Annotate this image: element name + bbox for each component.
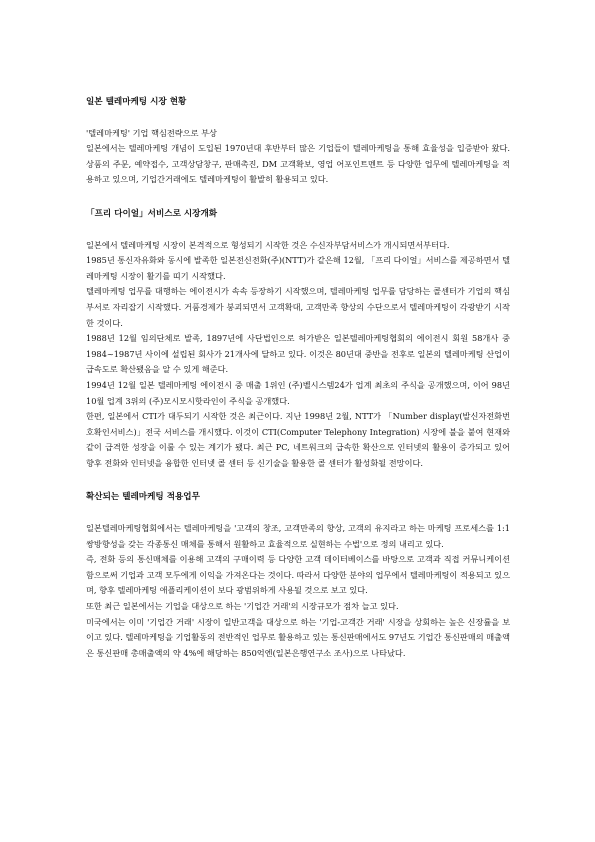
paragraph: 한편, 일본에서 CTI가 대두되기 시작한 것은 최근이다. 지난 1998년 2월, NTT가 「Number display(발신자전화번호확인서비스)」전국 서비스를 개시했다. 이것이 CTI(Computer Telephony Integration) 시장에 불을 붙여 현재와 같이 급격한 성장을 이룰 수 있는 계기가 됐다. 최근 PC, 네트워크의 급속한 확산으로 인터넷의 활용이 증가되고 있어 향후 전화와 인터넷을 융합한 인터넷 콜 센터 등 신기술을 활용한 콜 센터가 활성화될 전망이다. [86,411,510,468]
section-heading: 일본 텔레마케팅 시장 현황 [86,97,187,107]
subheading: '텔레마케팅' 기업 핵심전략으로 부상 [86,127,217,138]
paragraph: 일본텔레마케팅협회에서는 텔레마케팅을 '고객의 창조, 고객만족의 향상, 고객의 유지라고 하는 마케팅 프로세스를 1:1 쌍방향성을 갖는 각종통신 매체를 통해서 원활하고 효율적으로 실현하는 수법'으로 정의 내리고 있다. [86,523,510,549]
section-applications [86,490,510,661]
paragraph: 일본에서 텔레마케팅 시장이 본격적으로 형성되기 시작한 것은 수신자부담서비스가 개시되면서부터다. [86,239,450,250]
paragraph: 1994년 12월 일본 텔레마케팅 에이전시 중 매출 1위인 (주)벨시스템24가 업계 최초의 주식을 공개했으며, 이어 98년 10월 업계 3위의 (주)모시모시핫라인이 주식을 공개했다. [86,379,510,406]
section-free-dial [86,207,510,472]
section-heading: 확산되는 텔레마케팅 적용업무 [86,492,200,503]
paragraph: 텔레마케팅 업무를 대행하는 에이전시가 속속 등장하기 시작했으며, 텔레마케팅 업무를 담당하는 콜센터가 기업의 핵심부서로 자리잡기 시작했다. 거품경제가 붕괴되면서 고객확대, 고객만족 향상의 수단으로서 텔레마케팅이 각광받기 시작한 것이다. [86,286,510,328]
section-heading: 「프리 다이얼」서비스로 시장개화 [86,208,218,219]
section-market-status [86,95,510,188]
document-body [86,95,510,661]
paragraph: 미국에서는 이미 '기업간 거래' 시장이 일반고객을 대상으로 하는 '기업-고객간 거래' 시장을 상회하는 높은 신장률을 보이고 있다. 텔레마케팅을 기업활동의 전반적인 업무로 활용하고 있는 통신판매에서도 97년도 기업간 통신판매의 매출액은 통신판매 총매출액의 약 4%에 해당하는 850억엔(일본은행연구소 조사)으로 나타났다. [86,616,510,658]
paragraph: 일본에서는 텔레마케팅 개념이 도입된 1970년대 후반부터 많은 기업들이 텔레마케팅을 통해 효율성을 입증받아 왔다. 상품의 주문, 예약접수, 고객상담창구, 판매촉진, DM 고객확보, 영업 어포인트멘트 등 다양한 업무에 텔레마케팅을 적용하고 있으며, 기업간거래에도 텔레마케팅이 활발히 활용되고 있다. [86,143,510,185]
paragraph: 즉, 전화 등의 통신매체를 이용해 고객의 구매이력 등 다양한 고객 데이터베이스를 바탕으로 고객과 직접 커뮤니케이션 함으로써 기업과 고객 모두에게 이익을 가져온다는 것이다. 따라서 다양한 분야의 업무에서 텔레마케팅이 적용되고 있으며, 향후 텔레마케팅 애플리케이션이 보다 광범위하게 사용될 것으로 보고 있다. [86,554,510,596]
paragraph: 또한 최근 일본에서는 기업을 대상으로 하는 '기업간 거래'의 시장규모가 점차 늘고 있다. [86,601,399,612]
paragraph: 1985년 통신자유화와 동시에 발족한 일본전신전화(주)(NTT)가 같은해 12월, 「프리 다이얼」서비스를 제공하면서 텔레마케팅 시장이 활기를 띠기 시작했다. [86,255,510,281]
paragraph: 1988년 12월 임의단체로 발족, 1897년에 사단법인으로 허가받은 일본텔레마케팅협회의 에이전시 회원 58개사 중 1984~1987년 사이에 설립된 회사가 21개사에 달하고 있다. 이것은 80년대 중반을 전후로 일본의 텔레마케팅 산업이 급속도로 확산됐음을 알 수 있게 해준다. [86,333,510,375]
